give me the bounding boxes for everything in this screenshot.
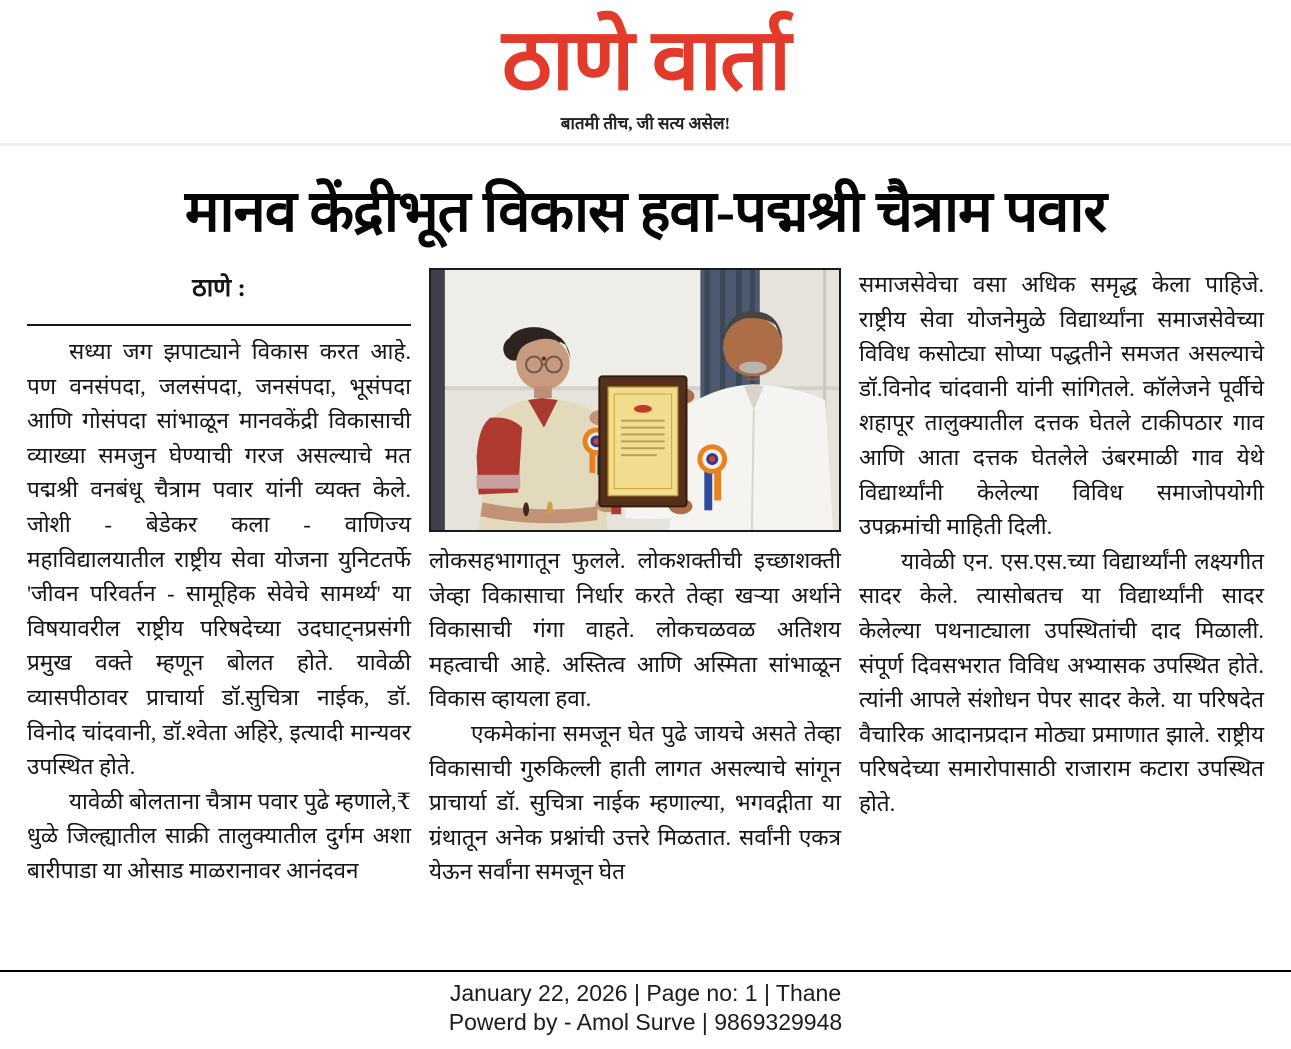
masthead-logo: ठाणे वार्ता: [501, 12, 790, 108]
masthead: [0, 0, 1291, 146]
article-paragraph: यावेळी बोलताना चैत्राम पवार पुढे म्हणाले,₹ धुळे जिल्ह्यातील साक्री तालुक्यातील दुर्गम अशा बारीपाडा या ओसाड माळरानावर आनंदवन: [27, 788, 411, 883]
article-paragraph: सध्या जग झपाट्याने विकास करत आहे. पण वनसंपदा, जलसंपदा, जनसंपदा, भूसंपदा आणि गोसंपदा सांभाळून मानवकेंद्री विकासाची व्याख्या समजुन घेण्याची गरज असल्याचे मत पद्मश्री वनबंधू चैत्राम पवार यांनी व्यक्त केले. जोशी - बेडेकर कला - वाणिज्य महाविद्यालयातील राष्ट्रीय सेवा योजना युनिटतर्फे 'जीवन परिवर्तन - सामूहिक सेवेचे सामर्थ्य' या विषयावरील राष्ट्रीय परिषदेच्या उदघाट्नप्रसंगी प्रमुख वक्ते म्हणून बोलत होते. यावेळी व्यासपीठावर प्राचार्या डॉ.सुचित्रा नाईक, डॉ. विनोद चांदवानी, डॉ.श्वेता अहिरे, इत्यादी मान्यवर उपस्थित होते.: [27, 339, 411, 780]
page-footer: [0, 970, 1291, 1037]
curtain-left-edge: [431, 270, 445, 530]
award-photo-illustration: [431, 270, 839, 530]
masthead-tagline: बातमी तीच, जी सत्य असेल!: [560, 114, 731, 133]
dateline: ठाणे :: [27, 268, 411, 326]
article-column-2: [429, 268, 841, 890]
article-headline: मानव केंद्रीभूत विकास हवा-पद्मश्री चैत्राम पवार: [184, 179, 1107, 244]
article-paragraph: यावेळी एन. एस.एस.च्या विद्यार्थ्यांनी लक्ष्यगीत सादर केले. त्यासोबतच या विद्यार्थ्यांनी सादर केलेल्या पथनाट्याला उपस्थितांची दाद मिळाली. संपूर्ण दिवसभरात विविध अभ्यासक उपस्थित होते. त्यांनी आपले संशोधन पेपर सादर केले. या परिषदेत वैचारिक आदानप्रदान मोठ्या प्रमाणात झाले. राष्ट्रीय परिषदेच्या समारोपासाठी राजाराम कटारा उपस्थित होते.: [859, 548, 1264, 816]
article-paragraph: समाजसेवेचा वसा अधिक समृद्ध केला पाहिजे. राष्ट्रीय सेवा योजनेमुळे विद्यार्थ्यांना समाजसेवेच्या विविध कसोट्या सोप्या पद्धतीने समजत असल्याचे डॉ.विनोद चांदवानी यांनी सांगितले. कॉलेजने पूर्वीचे शहापूर तालुक्यातील दत्तक घेतले टाकीपठार गाव आणि आता दत्तक घेतलेले उंबरमाळी गाव येथे विद्यार्थ्यांनी केलेल्या विविध समाजोपयोगी उपक्रमांची माहिती दिली.: [859, 272, 1264, 540]
award-plaque: [599, 376, 686, 506]
article-body: [27, 268, 1265, 890]
award-photo: [429, 268, 841, 532]
article-column-3: [859, 268, 1264, 890]
article-paragraph: लोकसहभागातून फुलले. लोकशक्तीची इच्छाशक्ती जेव्हा विकासाचा निर्धार करते तेव्हा खऱ्या अर्थाने विकासाची गंगा वाहते. लोकचळवळ अतिशय महत्वाची आहे. अस्तित्व आणि अस्मिता सांभाळून विकास व्हायला हवा.: [429, 548, 841, 712]
article-column-1: [27, 268, 411, 890]
article-paragraph: एकमेकांना समजून घेत पुढे जायचे असते तेव्हा विकासाची गुरुकिल्ली हाती लागत असल्याचे सांगून प्राचार्या डॉ. सुचित्रा नाईक म्हणाल्या, भगवद्गीता या ग्रंथातून अनेक प्रश्नांची उत्तरे मिळतात. सर्वांनी एकत्र येऊन सर्वांना समजून घेत: [429, 720, 841, 885]
footer-dateline: January 22, 2026 | Page no: 1 | Thane: [449, 980, 842, 1006]
footer-credit: Powerd by - Amol Surve | 9869329948: [448, 1009, 843, 1035]
